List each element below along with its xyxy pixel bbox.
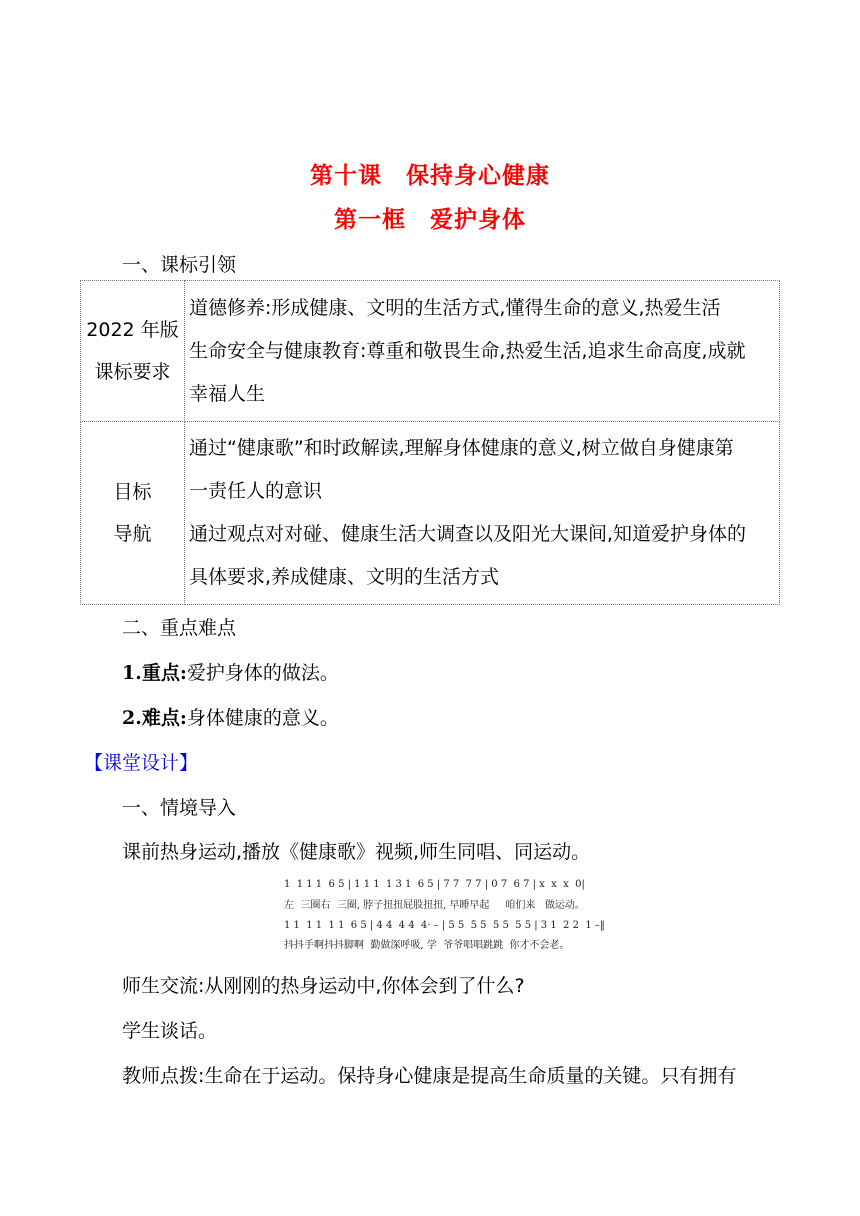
table-text-line: 具体要求,养成健康、文明的生活方式 xyxy=(189,566,500,588)
key-point-line xyxy=(122,658,339,685)
lesson-title: 第十课 保持身心健康 xyxy=(310,163,550,189)
difficulty-label: 2.难点: xyxy=(122,707,187,729)
section-heading-intro: 一、情境导入 xyxy=(122,797,237,819)
table-row xyxy=(81,422,780,605)
music-lyrics-line-1: 左 三圈右 三圈, 脖子扭扭屁股扭扭, 早睡早起 咱们来 做运动。 xyxy=(284,900,585,911)
table-text-line: 道德修养:形成健康、文明的生活方式,懂得生命的意义,热爱生活 xyxy=(189,296,721,319)
frame-title: 第一框 爱护身体 xyxy=(334,207,526,233)
music-lyrics-line-2: 抖抖手啊抖抖脚啊 勤做深呼吸, 学 爷爷唱唱跳跳 你才不会老。 xyxy=(284,940,570,951)
music-notes-line-2: 1 1 1 1 1 1 6 5 | 4 4 4 4 4· – | 5 5 5 5 5 5 5 5 | 3 1 2 2 1 –‖ xyxy=(284,920,605,931)
intro-text: 课前热身运动,播放《健康歌》视频,师生同唱、同运动。 xyxy=(122,841,591,863)
section-heading-curriculum: 一、课标引领 xyxy=(122,254,237,276)
curriculum-table xyxy=(80,280,780,605)
section-heading-key-points: 二、重点难点 xyxy=(122,617,237,639)
table-text-line: 一责任人的意识 xyxy=(189,480,323,502)
table-label-line: 2022 年版 xyxy=(86,319,179,341)
difficulty-line xyxy=(122,703,339,730)
class-design-label: 【课堂设计】 xyxy=(84,752,199,774)
table-label-cell xyxy=(81,422,185,605)
table-text-line: 生命安全与健康教育:尊重和敬畏生命,热爱生活,追求生命高度,成就 xyxy=(189,339,746,362)
student-text: 学生谈话。 xyxy=(122,1020,218,1042)
table-row xyxy=(81,281,780,422)
table-text-cell xyxy=(185,422,780,605)
table-text-line: 幸福人生 xyxy=(189,382,266,405)
table-text-cell xyxy=(185,281,780,422)
key-point-label: 1.重点: xyxy=(122,662,187,684)
table-label-line: 目标 xyxy=(113,481,152,503)
table-text-line: 通过观点对对碰、健康生活大调查以及阳光大课间,知道爱护身体的 xyxy=(189,523,747,545)
table-label-cell xyxy=(81,281,185,422)
table-label-line: 导航 xyxy=(113,523,152,545)
difficulty-text: 身体健康的意义。 xyxy=(186,707,339,729)
exchange-text: 师生交流:从刚刚的热身运动中,你体会到了什么? xyxy=(122,975,525,997)
music-notes-line-1: 1 1 1 1 6 5 | 1 1 1 1 3 1 6 5 | 7 7 7 7 | 0 7 6 7 | x x x 0| xyxy=(284,879,585,890)
table-label-line: 课标要求 xyxy=(94,361,171,383)
key-point-text: 爱护身体的做法。 xyxy=(186,662,339,684)
table-text-line: 通过“健康歌”和时政解读,理解身体健康的意义,树立做自身健康第 xyxy=(189,437,734,459)
teacher-text: 教师点拨:生命在于运动。保持身心健康是提高生命质量的关键。只有拥有 xyxy=(122,1065,737,1087)
